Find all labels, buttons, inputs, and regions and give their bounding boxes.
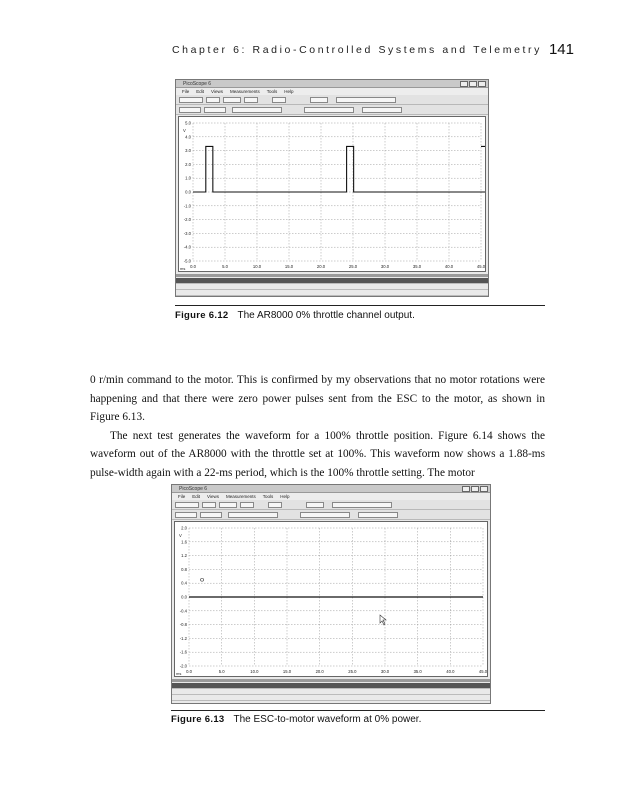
maximize-icon (471, 486, 479, 492)
body-text (90, 371, 545, 483)
menu-bar (172, 493, 490, 500)
y-tick-label: 5.0 (185, 120, 191, 126)
waveform-chart (175, 522, 487, 676)
x-tick-label: 35.0 (412, 264, 422, 269)
menu-views: Views (211, 89, 223, 94)
paragraph-1: 0 r/min command to the motor. This is confirmed by my observations that no motor rotations were happening and that there were zero power pulses sent from the ESC to the motor, as shown in Figure 6.13. (90, 374, 545, 424)
x-tick-label: 15.0 (284, 264, 294, 269)
menu-bar (176, 88, 488, 95)
oscilloscope-plot (178, 116, 486, 272)
menu-file: File (178, 494, 186, 499)
x-tick-label: 40.0 (444, 264, 454, 269)
x-tick-label: 25.0 (348, 264, 358, 269)
figure-6-13-screenshot (171, 484, 491, 704)
y-tick-label: -3.0 (183, 230, 191, 236)
menu-tools: Tools (266, 89, 278, 94)
status-strip (172, 679, 490, 682)
y-tick-label: -1.2 (179, 635, 187, 641)
x-tick-label: 0.0 (190, 264, 196, 269)
maximize-icon (469, 81, 477, 87)
y-tick-label: 1.0 (185, 175, 191, 181)
x-tick-label: 35.0 (413, 669, 422, 674)
menu-views: Views (207, 494, 219, 499)
menu-measurements: Measurements (229, 89, 260, 94)
menu-help: Help (280, 494, 290, 499)
x-tick-label: 30.0 (380, 264, 390, 269)
y-tick-label: 0.0 (181, 594, 187, 600)
y-tick-label: -0.8 (179, 622, 187, 628)
y-tick-label: -1.0 (183, 203, 191, 209)
x-tick-label: 45.0 (478, 669, 487, 674)
scope-toolbar-top (176, 95, 488, 105)
x-tick-label: 15.0 (282, 669, 292, 674)
measurements-table (172, 683, 490, 701)
window-titlebar (176, 80, 488, 88)
y-unit-label: V (183, 128, 186, 133)
window-title: PicoScope 6 (179, 486, 208, 492)
scope-toolbar-top (172, 500, 490, 510)
y-unit-label: V (179, 533, 182, 538)
window-controls (460, 81, 486, 87)
y-tick-label: 1.2 (181, 553, 187, 559)
minimize-icon (460, 81, 468, 87)
scope-toolbar-trigger (172, 510, 490, 520)
menu-help: Help (284, 89, 294, 94)
y-tick-label: -2.0 (179, 663, 187, 669)
page-header (0, 42, 634, 62)
y-tick-label: -5.0 (183, 258, 191, 264)
x-unit-label: ms (176, 671, 182, 676)
running-head: Chapter 6: Radio-Controlled Systems and Telemetry (172, 44, 542, 56)
x-unit-label: ms (180, 266, 186, 271)
y-tick-label: 0.4 (181, 580, 187, 586)
menu-edit: Edit (192, 494, 201, 499)
marker-dot (201, 578, 204, 581)
figure-label: Figure 6.13 (171, 714, 225, 725)
x-tick-label: 25.0 (348, 669, 357, 674)
y-tick-label: -1.6 (179, 649, 187, 655)
x-tick-label: 20.0 (316, 264, 326, 269)
caption-rule (175, 305, 545, 306)
x-tick-label: 40.0 (446, 669, 455, 674)
y-tick-label: 1.6 (181, 539, 187, 545)
paragraph-2: The next test generates the waveform for a 100% throttle position. Figure 6.14 shows the waveform out of the AR8000 with the throttle set at 100%. This waveform now shows a 1.88-ms pulse-width again with a 22-ms period, which is the 100% throttle setting. The motor (90, 429, 545, 479)
status-strip (176, 274, 488, 277)
waveform-trace (193, 146, 485, 192)
x-tick-label: 10.0 (252, 264, 262, 269)
y-tick-label: 0.0 (185, 189, 191, 195)
x-tick-label: 5.0 (222, 264, 228, 269)
oscilloscope-plot (174, 521, 488, 677)
measurements-table (176, 278, 488, 296)
close-icon (480, 486, 488, 492)
x-tick-label: 45.0 (476, 264, 485, 269)
menu-measurements: Measurements (225, 494, 256, 499)
figure-6-12-caption: Figure 6.12 The AR8000 0% throttle channel output. (175, 310, 415, 321)
y-tick-label: 4.0 (185, 134, 191, 140)
x-tick-label: 20.0 (315, 669, 324, 674)
x-tick-label: 0.0 (186, 669, 192, 674)
x-tick-label: 10.0 (250, 669, 259, 674)
x-tick-label: 30.0 (380, 669, 390, 674)
scope-toolbar-trigger (176, 105, 488, 115)
page-number: 141 (548, 41, 574, 58)
y-tick-label: 2.0 (185, 161, 191, 167)
figure-6-12-screenshot (175, 79, 489, 297)
y-tick-label: 3.0 (185, 148, 191, 154)
menu-tools: Tools (262, 494, 274, 499)
close-icon (478, 81, 486, 87)
figure-label: Figure 6.12 (175, 310, 229, 321)
y-tick-label: 2.0 (181, 525, 187, 531)
menu-file: File (182, 89, 190, 94)
window-titlebar (172, 485, 490, 493)
window-title: PicoScope 6 (183, 81, 212, 87)
window-controls (462, 486, 488, 492)
y-tick-label: -2.0 (183, 217, 191, 223)
menu-edit: Edit (196, 89, 205, 94)
caption-rule (171, 710, 545, 711)
figure-6-13-caption: Figure 6.13 The ESC-to-motor waveform at 0% power. (171, 714, 422, 725)
y-tick-label: 0.8 (181, 566, 187, 572)
waveform-chart (179, 117, 485, 271)
y-tick-label: -0.4 (179, 608, 187, 614)
minimize-icon (462, 486, 470, 492)
y-tick-label: -4.0 (183, 244, 191, 250)
x-tick-label: 5.0 (218, 669, 225, 674)
